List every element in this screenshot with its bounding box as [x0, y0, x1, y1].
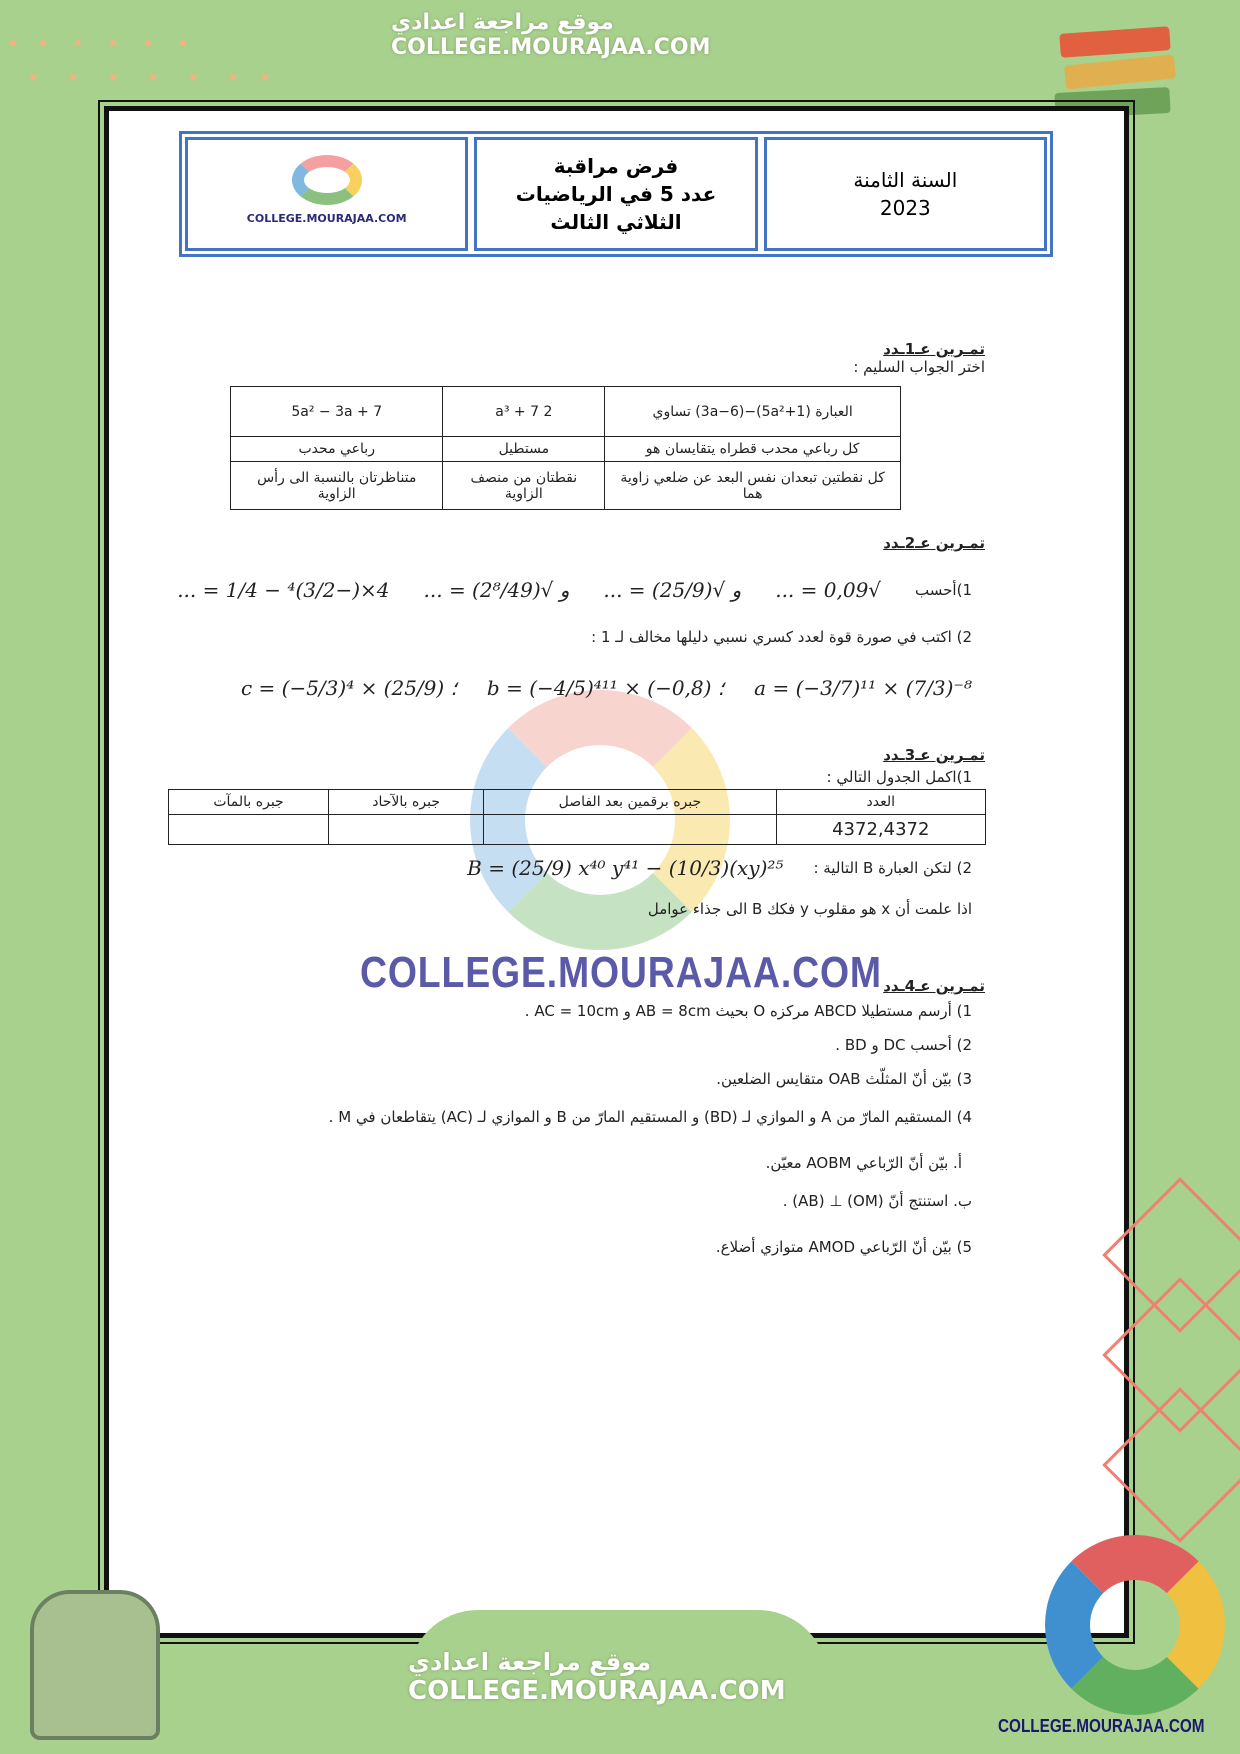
ex3-cell[interactable]	[329, 815, 484, 845]
bottom-banner	[408, 1610, 828, 1754]
ex3-title: تمـرين عـ3ـدد	[883, 746, 985, 764]
ex1-section	[853, 340, 985, 376]
header-title2: عدد 5 في الرياضيات	[515, 182, 717, 206]
ex3-header: العدد	[776, 790, 985, 815]
ex3-cell[interactable]	[169, 815, 329, 845]
ex4-item: 1) أرسم مستطيلا ABCD مركزه O بحيث AB = 8cm و AC = 10cm .	[524, 1002, 972, 1020]
header-grade: السنة الثامنة	[853, 168, 958, 192]
ex2-q1	[177, 578, 972, 602]
watermark-text: COLLEGE.MOURAJAA.COM	[360, 948, 882, 997]
banner-url: COLLEGE.MOURAJAA.COM	[408, 1676, 786, 1706]
math-expr: B = (25/9) x⁴⁰ y⁴¹ − (10/3)(xy)²⁵	[467, 856, 784, 880]
math-expr: √0,09 = ...	[775, 578, 882, 602]
ex3-header: جبره برقمين بعد الفاصل	[484, 790, 776, 815]
ex1-cell: العبارة (5a²+1)−(3a−6) تساوي	[605, 387, 901, 437]
exam-header	[179, 131, 1053, 257]
math-expr: ؛ b = (−4/5)⁴¹¹ × (−0,8)	[486, 676, 725, 700]
header-year: 2023	[879, 196, 931, 220]
ex3-header: جبره بالآحاد	[329, 790, 484, 815]
math-expr: و √(25/9) = ...	[603, 578, 742, 602]
header-logo-text: COLLEGE.MOURAJAA.COM	[246, 212, 407, 225]
header-title1: فرض مراقبة	[553, 154, 679, 178]
decorative-dots	[0, 40, 300, 80]
ex1-cell: مستطيل	[443, 437, 605, 462]
banner-url: COLLEGE.MOURAJAA.COM	[391, 35, 711, 60]
corner-logo-ring-icon	[1045, 1535, 1225, 1715]
ex1-cell: 5a² − 3a + 7	[231, 387, 443, 437]
header-title-cell	[474, 137, 757, 251]
ex3-table	[168, 789, 986, 845]
ex1-cell: كل رباعي محدب قطراه يتقايسان هو	[605, 437, 901, 462]
ex3-q2-label: 2) لتكن العبارة B التالية :	[813, 859, 972, 877]
logo-ring-icon	[292, 155, 362, 205]
ex4-item: ب. استنتج أنّ (OM) ⊥ (AB) .	[782, 1192, 972, 1210]
backpack-icon	[30, 1590, 160, 1740]
header-grade-cell	[764, 137, 1047, 251]
banner-arabic: موقع مراجعة اعدادي	[391, 10, 614, 35]
ex4-item: 2) أحسب DC و BD .	[835, 1036, 972, 1054]
ex4-item: أ. بيّن أنّ الرّباعي AOBM معيّن.	[765, 1154, 962, 1172]
ex1-cell: كل نقطتين تبعدان نفس البعد عن ضلعي زاوية هما	[605, 462, 901, 510]
ex1-table	[230, 386, 901, 510]
top-banner	[391, 0, 851, 89]
math-expr: و √(2⁸/49) = ...	[423, 578, 570, 602]
banner-arabic: موقع مراجعة اعدادي	[408, 1648, 652, 1676]
ex4-item: 4) المستقيم المارّ من A و الموازي لـ (BD) و المستقيم المارّ من B و الموازي لـ (AC) يتقاطعان في M .	[328, 1108, 972, 1126]
ex4-item: 3) بيّن أنّ المثلّث OAB متقايس الضلعين.	[716, 1070, 972, 1088]
ex1-cell: متناظرتان بالنسبة الى رأس الزاوية	[231, 462, 443, 510]
ex3-q1-label: 1)اكمل الجدول التالي :	[826, 768, 972, 786]
ex1-title: تمـرين عـ1ـدد	[883, 340, 985, 358]
ex3-header: جبره بالمآت	[169, 790, 329, 815]
math-expr: ؛ c = (−5/3)⁴ × (25/9)	[240, 676, 457, 700]
ex1-cell: نقطتان من منصف الزاوية	[443, 462, 605, 510]
ex2-q2	[241, 676, 972, 700]
ex4-title: تمـرين عـ4ـدد	[883, 977, 985, 995]
header-logo-cell	[185, 137, 468, 251]
ex1-cell: 2 a³ + 7	[443, 387, 605, 437]
math-expr: 4×(−3/2)⁴ − 1/4 = ...	[177, 578, 390, 602]
corner-logo-text: COLLEGE.MOURAJAA.COM	[998, 1716, 1205, 1736]
ex3-cell: 4372,4372	[776, 815, 985, 845]
ex2-q1-label: 1)أحسب	[915, 581, 972, 599]
ex2-q2-label: 2) اكتب في صورة قوة لعدد كسري نسبي دليلها مخالف لـ 1 :	[591, 628, 972, 646]
ex3-q2-text: اذا علمت أن x هو مقلوب y فكك B الى جذاء عوامل	[647, 900, 972, 918]
ex3-q2	[467, 856, 972, 880]
header-title3: الثلاثي الثالث	[550, 210, 682, 234]
ex1-cell: رباعي محدب	[231, 437, 443, 462]
ex1-instruction: اختر الجواب السليم :	[853, 358, 985, 376]
math-expr: a = (−3/7)¹¹ × (7/3)⁻⁸	[754, 676, 972, 700]
ex3-cell[interactable]	[484, 815, 776, 845]
ex2-title: تمـرين عـ2ـدد	[883, 534, 985, 552]
ex4-items	[252, 1002, 972, 1256]
ex4-item: 5) بيّن أنّ الرّباعي AMOD متوازي أضلاع.	[715, 1238, 972, 1256]
